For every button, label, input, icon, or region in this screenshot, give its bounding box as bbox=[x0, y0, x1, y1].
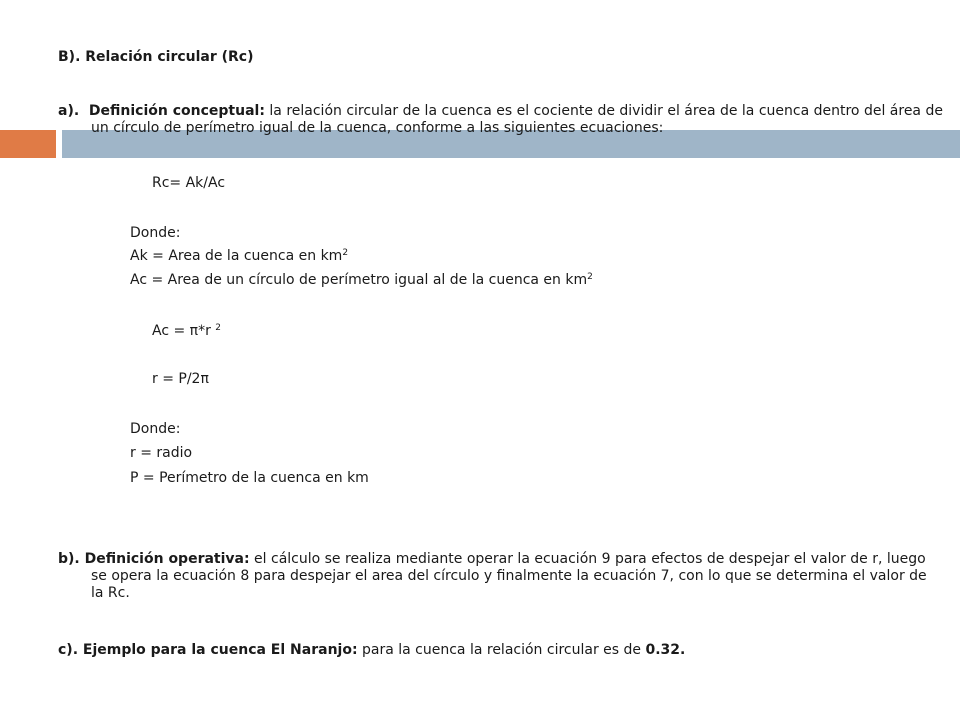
donde-label-2: Donde: bbox=[130, 421, 181, 437]
conceptual-label: Definición conceptual: bbox=[88, 103, 265, 119]
r-definition: r = radio bbox=[130, 445, 193, 461]
formula-ac bbox=[152, 323, 221, 340]
example-text: para la cuenca la relación circular es de bbox=[357, 642, 646, 658]
section-heading: B). Relación circular (Rc) bbox=[58, 49, 254, 65]
operative-text: el cálculo se realiza mediante operar la ecuación 9 para efectos de despejar el valor de r, luego se opera la ecuación 8 para despejar el area del círculo y finalmente la ecuación 7, con lo que se determina el valor de la Rc. bbox=[91, 551, 927, 601]
example-label: Ejemplo para la cuenca El Naranjo: bbox=[82, 642, 358, 658]
ak-text: Ak = Area de la cuenca en km bbox=[130, 248, 343, 264]
accent-bar-orange bbox=[0, 130, 56, 158]
example-marker: c). bbox=[58, 642, 79, 658]
ac-text: Ac = Area de un círculo de perímetro igual al de la cuenca en km bbox=[130, 272, 588, 288]
example-value: 0.32. bbox=[645, 642, 686, 658]
conceptual-definition bbox=[58, 103, 943, 137]
operative-definition bbox=[58, 551, 943, 602]
example-line bbox=[58, 642, 685, 659]
formula-ac-superscript: 2 bbox=[215, 323, 222, 333]
donde-label-1: Donde: bbox=[130, 225, 181, 241]
ac-superscript: 2 bbox=[587, 272, 593, 282]
operative-marker: b). bbox=[58, 551, 80, 567]
ac-definition bbox=[130, 272, 593, 289]
formula-rc: Rc= Ak/Ac bbox=[152, 175, 226, 191]
ak-superscript: 2 bbox=[342, 248, 349, 258]
formula-r: r = P/2π bbox=[152, 371, 209, 387]
formula-ac-text: Ac = π*r bbox=[152, 323, 216, 339]
conceptual-text: la relación circular de la cuenca es el cociente de dividir el área de la cuenca dentro del área de un círculo de perímetro igual de la cuenca, conforme a las siguientes ecuaciones: bbox=[91, 103, 943, 136]
p-definition: P = Perímetro de la cuenca en km bbox=[130, 470, 369, 486]
conceptual-marker: a). bbox=[58, 103, 80, 119]
operative-label: Definición operativa: bbox=[84, 551, 250, 567]
ak-definition bbox=[130, 248, 348, 265]
